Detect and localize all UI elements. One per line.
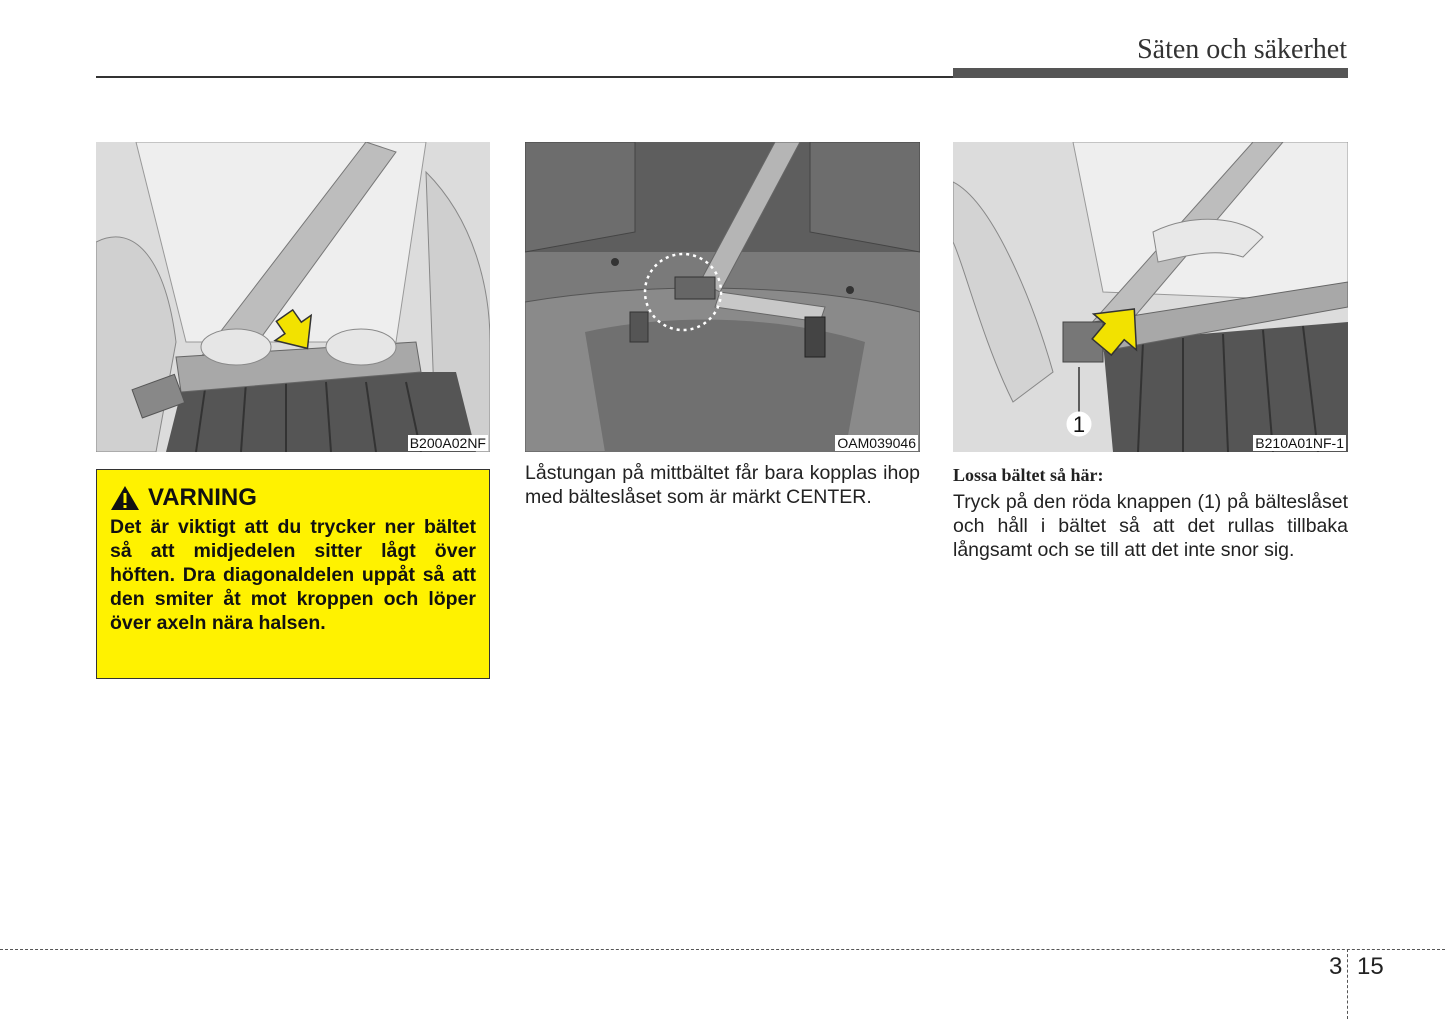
warning-box: [96, 469, 490, 679]
header-rule: [96, 76, 956, 78]
footer-separator: [1347, 949, 1348, 1019]
footer-divider: [0, 949, 1445, 950]
warning-title: VARNING: [148, 484, 257, 511]
center-seatbelt-buckle-illustration: [525, 142, 920, 452]
section-title: Säten och säkerhet: [1137, 34, 1347, 65]
figure-center-buckle: [525, 142, 920, 452]
chapter-number: 3: [1329, 953, 1343, 980]
release-text: Tryck på den röda knappen (1) på bälteslåset och håll i bältet så att det rullas tillbaka långsamt och se till att det inte snor sig.: [953, 491, 1348, 561]
callout-label: 1: [1072, 412, 1086, 437]
figure-code: B210A01NF-1: [1255, 435, 1344, 451]
release-instructions: [953, 463, 1348, 562]
release-heading: Lossa bältet så här:: [953, 465, 1104, 485]
warning-text: Det är viktigt att du trycker ner bältet så att midjedelen sitter lågt över höften. Dra diagonaldelen uppåt så att den smiter åt mot kroppen och löper över axeln nära halsen.: [110, 516, 476, 634]
figure-code: B200A02NF: [409, 435, 486, 451]
warning-header: [110, 484, 476, 512]
seatbelt-release-illustration: [953, 142, 1348, 452]
figure-code: OAM039046: [837, 435, 916, 451]
figure-lap-belt: [96, 142, 490, 452]
page-number: 15: [1357, 953, 1384, 980]
header-rule-bar: [953, 68, 1348, 78]
warning-triangle-icon: [110, 485, 140, 511]
seatbelt-lap-adjust-illustration: [96, 142, 490, 452]
center-belt-note: Låstungan på mittbältet får bara kopplas ihop med bälteslåset som är märkt CENTER.: [525, 462, 920, 508]
figure-release-belt: [953, 142, 1348, 452]
